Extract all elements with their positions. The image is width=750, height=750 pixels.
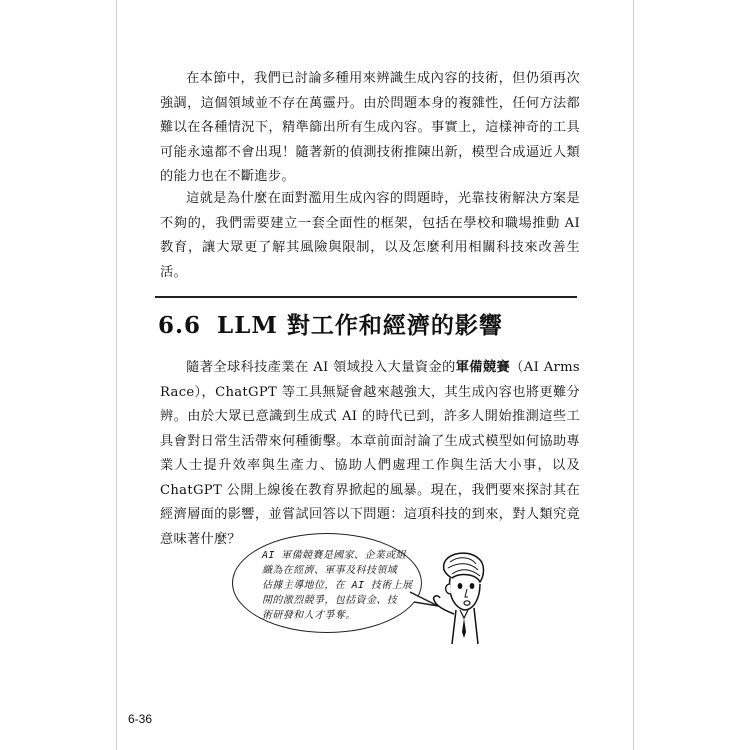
cartoon-presenter-illustration <box>430 548 490 648</box>
paragraph-intro-text: 在本節中，我們已討論多種用來辨識生成內容的技術，但仍須再次強調，這個領域並不存在萬靈丹。由於問題本身的複雜性，任何方法都難以在各種情況下，精準篩出所有生成內容。事實上，這樣神奇的工具可能永遠都不會出現！隨著新的偵測技術推陳出新，模型合成逼近人類的能力也在不斷進步。 <box>160 71 580 184</box>
paragraph-arms-race <box>160 356 580 552</box>
paragraph-arms-race-rest: （AI Arms Race），ChatGPT 等工具無疑會越來越強大，其生成內容也將更難分辨。由於大眾已意識到生成式 AI 的時代已到，許多人開始推測這些工具會對日常生活帶來何種衝擊。本章前面討論了生成式模型如何協助專業人士提升效率與生產力、協助人們處理工作與生活大小事，以及 ChatGPT 公開上線後在教育界掀起的風暴。現在，我們要來探討其在經濟層面的影響，並嘗試回答以下問題：這項科技的到來，對人類究竟意味著什麼？ <box>160 360 580 547</box>
section-heading-rule <box>155 296 577 298</box>
paragraph-framework-text: 這就是為什麼在面對濫用生成內容的問題時，光靠技術解決方案是不夠的，我們需要建立一套全面性的框架，包括在學校和職場推動 AI 教育，讓大眾更了解其風險與限制，以及怎麼利用相關科技來改善生活。 <box>160 191 580 280</box>
page-number: 6-36 <box>128 712 153 726</box>
page-edge-left <box>116 0 117 750</box>
section-number: 6.6 <box>158 312 202 339</box>
page-edge-right <box>633 0 634 750</box>
paragraph-framework <box>160 187 580 285</box>
speech-bubble-text: AI 軍備競賽是國家、企業或組 織為在經濟、軍事及科技領域 佔據主導地位，在 AI 技術上展 開的激烈競爭，包括資金、技 術研發和人才爭奪。 <box>262 550 413 621</box>
term-arms-race: 軍備競賽 <box>455 360 511 375</box>
paragraph-arms-race-lead: 隨著全球科技產業在 AI 領域投入大量資金的 <box>186 360 456 375</box>
section-heading <box>158 307 503 340</box>
paragraph-intro <box>160 67 580 190</box>
section-title: LLM 對工作和經濟的影響 <box>217 312 503 339</box>
